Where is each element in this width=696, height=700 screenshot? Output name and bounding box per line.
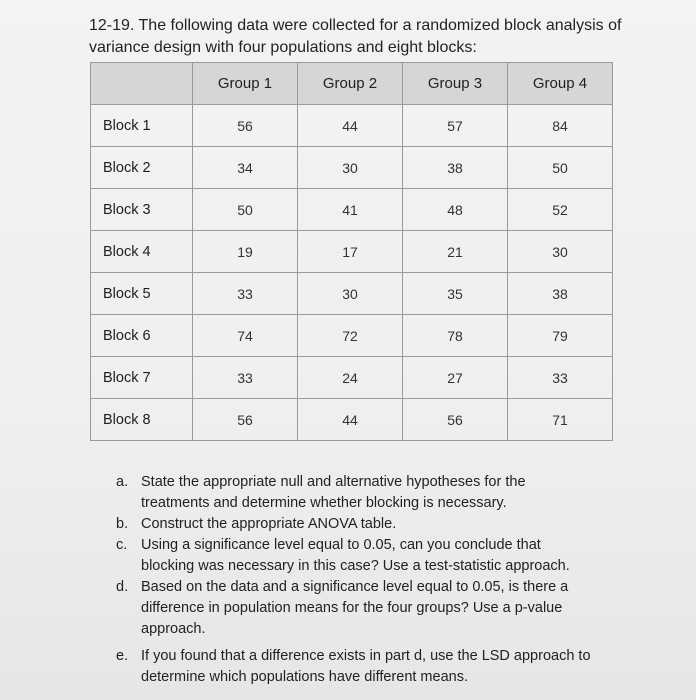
table-cell: 33 xyxy=(193,273,298,315)
table-header-row xyxy=(91,63,613,105)
table-cell: 19 xyxy=(193,231,298,273)
question-list xyxy=(116,472,596,688)
header-group-3: Group 3 xyxy=(403,63,508,105)
header-group-1: Group 1 xyxy=(193,63,298,105)
table-cell: 78 xyxy=(403,315,508,357)
table-cell: 30 xyxy=(298,273,403,315)
question-text: If you found that a difference exists in part d, use the LSD approach to determine which populations have different means. xyxy=(141,648,591,685)
table-row xyxy=(91,399,613,441)
question-item xyxy=(116,535,596,577)
data-table xyxy=(90,62,613,441)
header-group-4: Group 4 xyxy=(508,63,613,105)
table-row xyxy=(91,357,613,399)
question-letter: d. xyxy=(116,579,129,595)
table-cell: 34 xyxy=(193,147,298,189)
row-label: Block 8 xyxy=(91,399,193,441)
table-row xyxy=(91,105,613,147)
row-label: Block 6 xyxy=(91,315,193,357)
question-text: State the appropriate null and alternative hypotheses for the treatments and determine whether blocking is necessary. xyxy=(141,474,526,511)
table-cell: 38 xyxy=(508,273,613,315)
question-letter: e. xyxy=(116,648,129,664)
row-label: Block 2 xyxy=(91,147,193,189)
table-row xyxy=(91,189,613,231)
table-cell: 21 xyxy=(403,231,508,273)
table-cell: 38 xyxy=(403,147,508,189)
problem-heading: 12-19. The following data were collected for a randomized block analysis of variance design with four populations and eight blocks: xyxy=(89,17,622,56)
table-cell: 56 xyxy=(403,399,508,441)
table-cell: 71 xyxy=(508,399,613,441)
table-cell: 57 xyxy=(403,105,508,147)
table-row xyxy=(91,231,613,273)
question-text: Construct the appropriate ANOVA table. xyxy=(141,516,397,532)
table-cell: 52 xyxy=(508,189,613,231)
table-cell: 41 xyxy=(298,189,403,231)
table-cell: 30 xyxy=(298,147,403,189)
table-cell: 30 xyxy=(508,231,613,273)
table-row xyxy=(91,315,613,357)
table-cell: 56 xyxy=(193,105,298,147)
question-letter: b. xyxy=(116,516,129,532)
question-item xyxy=(116,577,596,640)
question-item xyxy=(116,646,596,688)
table-cell: 33 xyxy=(508,357,613,399)
question-text: Using a significance level equal to 0.05, can you conclude that blocking was necessary in this case? Use a test-statistic approach. xyxy=(141,537,570,574)
row-label: Block 4 xyxy=(91,231,193,273)
table-cell: 44 xyxy=(298,105,403,147)
question-text: Based on the data and a significance level equal to 0.05, is there a difference in population means for the four groups? Use a p-value approach. xyxy=(141,579,569,637)
row-label: Block 1 xyxy=(91,105,193,147)
row-label: Block 7 xyxy=(91,357,193,399)
table-cell: 56 xyxy=(193,399,298,441)
row-label: Block 5 xyxy=(91,273,193,315)
table-cell: 35 xyxy=(403,273,508,315)
table-cell: 48 xyxy=(403,189,508,231)
table-cell: 44 xyxy=(298,399,403,441)
table-cell: 50 xyxy=(193,189,298,231)
question-letter: a. xyxy=(116,474,129,490)
table-cell: 24 xyxy=(298,357,403,399)
table-row xyxy=(91,273,613,315)
header-corner-cell xyxy=(91,63,193,105)
table-cell: 74 xyxy=(193,315,298,357)
table-cell: 27 xyxy=(403,357,508,399)
question-item xyxy=(116,472,596,514)
table-row xyxy=(91,147,613,189)
question-letter: c. xyxy=(116,537,128,553)
header-group-2: Group 2 xyxy=(298,63,403,105)
table-cell: 33 xyxy=(193,357,298,399)
table-cell: 79 xyxy=(508,315,613,357)
question-item xyxy=(116,514,596,535)
row-label: Block 3 xyxy=(91,189,193,231)
table-cell: 84 xyxy=(508,105,613,147)
table-cell: 50 xyxy=(508,147,613,189)
table-cell: 17 xyxy=(298,231,403,273)
table-cell: 72 xyxy=(298,315,403,357)
